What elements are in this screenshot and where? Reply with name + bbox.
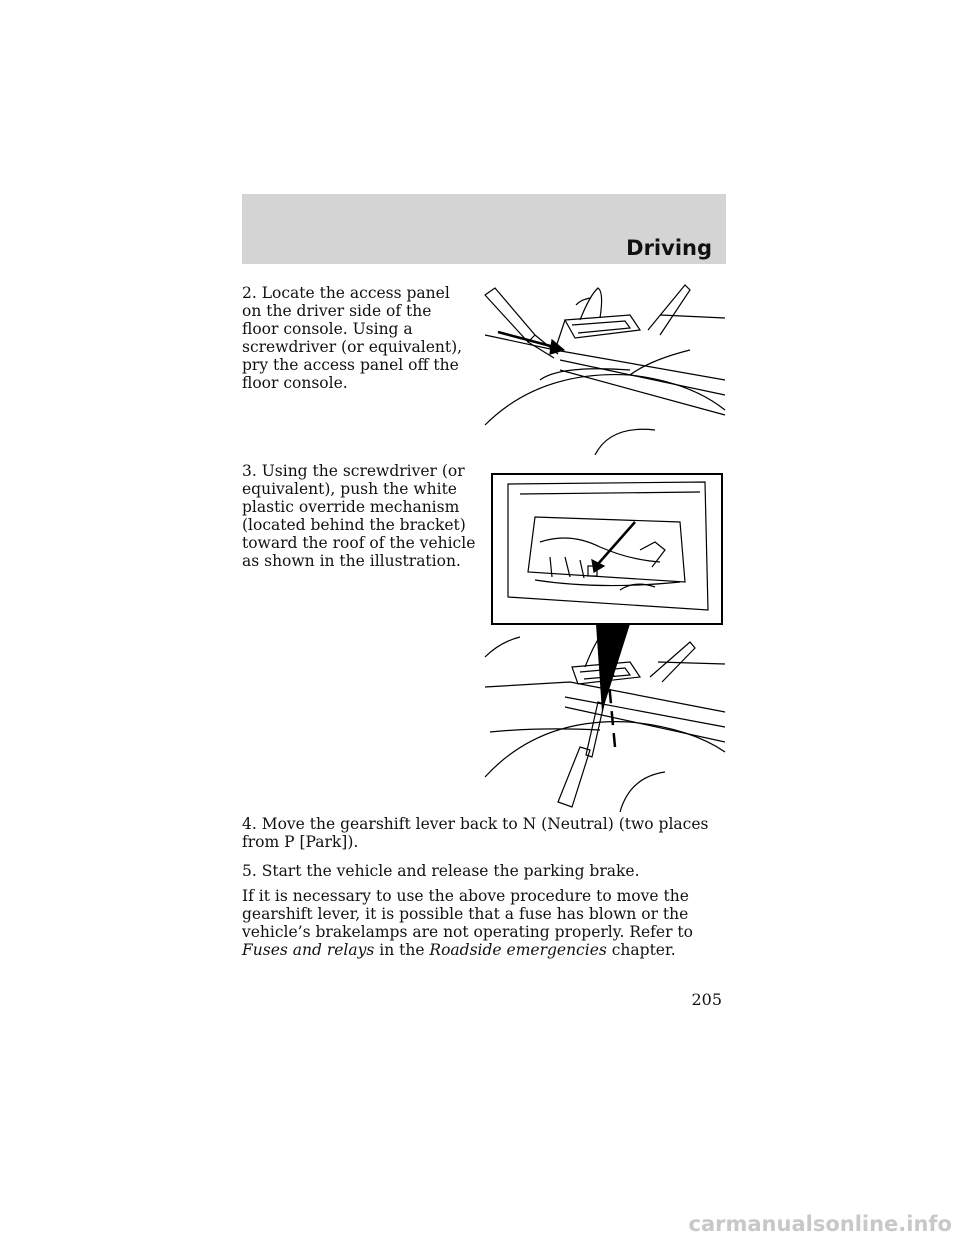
- step-4-text: 4. Move the gearshift lever back to N (Neutral) (two places from P [Park]).: [242, 815, 709, 851]
- roadside-emergencies-reference: Roadside emergencies: [429, 941, 607, 959]
- note-paragraph: [242, 887, 726, 959]
- note-text-after: chapter.: [606, 941, 676, 959]
- watermark: carmanualsonline.info: [688, 1212, 952, 1236]
- chapter-header-band: [242, 194, 726, 264]
- fuses-relays-reference: Fuses and relays: [242, 941, 375, 959]
- step-3-text: 3. Using the screwdriver (or equivalent), push the white plastic override mechanism (located behind the bracket) toward the roof of the vehicle as shown in the illustration.: [242, 462, 476, 570]
- note-text-mid: in the: [374, 941, 430, 959]
- access-panel-illustration: [480, 270, 730, 455]
- chapter-title: Driving: [626, 236, 712, 260]
- step-2-text: 2. Locate the access panel on the driver side of the floor console. Using a screwdriver (or equivalent), pry the access panel off the floor console.: [242, 284, 463, 392]
- step-5-text: 5. Start the vehicle and release the parking brake.: [242, 862, 640, 880]
- note-text-before: If it is necessary to use the above procedure to move the gearshift lever, it is possible that a fuse has blown or the vehicle’s brakelamps are not operating properly. Refer to: [242, 887, 693, 941]
- override-mechanism-illustration: [480, 472, 730, 812]
- page-number: 205: [691, 990, 722, 1009]
